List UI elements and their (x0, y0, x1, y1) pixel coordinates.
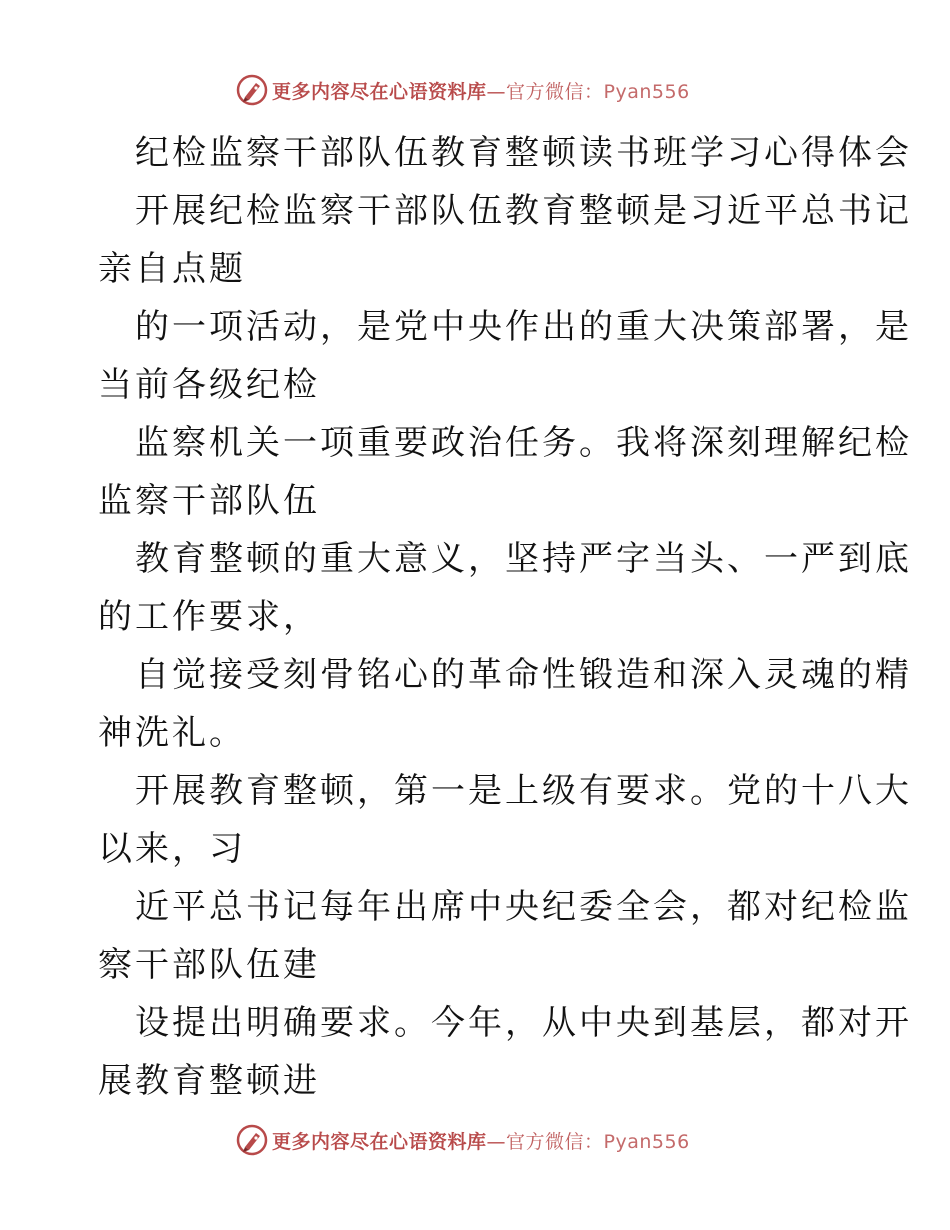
header-banner (236, 73, 690, 107)
text-line: 教育整顿的重大意义，坚持严字当头、一严到底 (135, 539, 912, 579)
fountain-pen-logo-icon (236, 74, 268, 106)
banner-dash: — (486, 80, 507, 103)
text-line: 以来，习 (98, 829, 246, 869)
text-line: 察干部队伍建 (98, 945, 320, 985)
document-title: 纪检监察干部队伍教育整顿读书班学习心得体会 (135, 133, 912, 173)
banner-separator: ： (584, 1130, 604, 1153)
text-line: 近平总书记每年出席中央纪委全会，都对纪检监 (135, 887, 912, 927)
text-line: 的一项活动，是党中央作出的重大决策部署，是 (135, 307, 912, 347)
banner-official-label: 官方微信 (506, 1130, 585, 1153)
text-line: 展教育整顿进 (98, 1061, 320, 1101)
text-line: 的工作要求， (98, 597, 320, 637)
text-line: 设提出明确要求。今年，从中央到基层，都对开 (135, 1003, 912, 1043)
banner-brand: 更多内容尽在心语资料库 (272, 1130, 487, 1153)
banner-text (272, 1127, 690, 1154)
banner-wechat-id: Pyan556 (603, 80, 690, 103)
fountain-pen-logo-icon (236, 1124, 268, 1156)
banner-text (272, 77, 690, 104)
text-line: 自觉接受刻骨铭心的革命性锻造和深入灵魂的精 (135, 655, 912, 695)
text-line: 神洗礼。 (98, 713, 246, 753)
text-line: 当前各级纪检 (98, 365, 320, 405)
text-line: 开展教育整顿，第一是上级有要求。党的十八大 (135, 771, 912, 811)
text-line: 亲自点题 (98, 249, 246, 289)
banner-brand: 更多内容尽在心语资料库 (272, 80, 487, 103)
banner-official-label: 官方微信 (506, 80, 585, 103)
document-body (98, 124, 912, 1110)
banner-dash: — (486, 1130, 507, 1153)
text-line: 开展纪检监察干部队伍教育整顿是习近平总书记 (135, 191, 912, 231)
footer-banner (236, 1123, 690, 1157)
banner-separator: ： (584, 80, 604, 103)
text-line: 监察机关一项重要政治任务。我将深刻理解纪检 (135, 423, 912, 463)
text-line: 监察干部队伍 (98, 481, 320, 521)
banner-wechat-id: Pyan556 (603, 1130, 690, 1153)
